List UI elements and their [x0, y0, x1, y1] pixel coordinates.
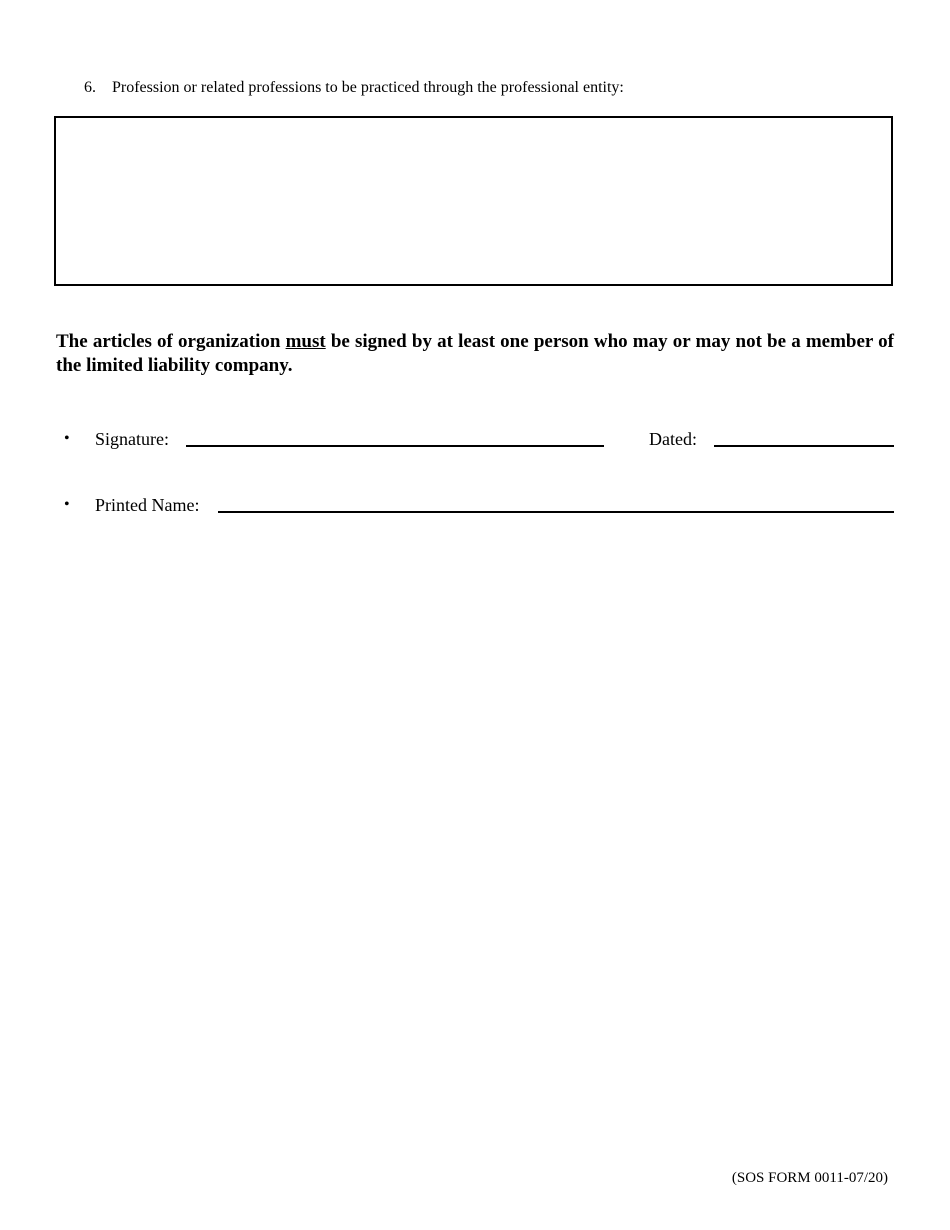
printed-name-row	[64, 494, 894, 518]
notice-text-before: The articles of organization	[56, 331, 286, 352]
signature-line[interactable]	[186, 445, 604, 447]
question-6	[84, 78, 624, 98]
printed-name-label: Printed Name:	[95, 495, 200, 515]
printed-name-line[interactable]	[218, 511, 894, 513]
notice-emphasis: must	[285, 331, 326, 352]
signature-row	[64, 428, 894, 452]
signature-label: Signature:	[95, 429, 169, 449]
signature-notice	[56, 330, 894, 378]
form-number-footer: (SOS FORM 0011-07/20)	[731, 1170, 888, 1186]
question-number: 6.	[84, 79, 96, 96]
dated-label: Dated:	[649, 429, 697, 449]
bullet-signature: •	[64, 430, 70, 447]
question-text: Profession or related professions to be practiced through the professional entity:	[112, 79, 624, 96]
bullet-printed-name: •	[64, 496, 70, 513]
notice-text-after: be signed by at least one person who may or may not be a member of the limited liability company.	[56, 331, 894, 376]
profession-answer-box[interactable]	[54, 116, 893, 286]
dated-line[interactable]	[714, 445, 894, 447]
